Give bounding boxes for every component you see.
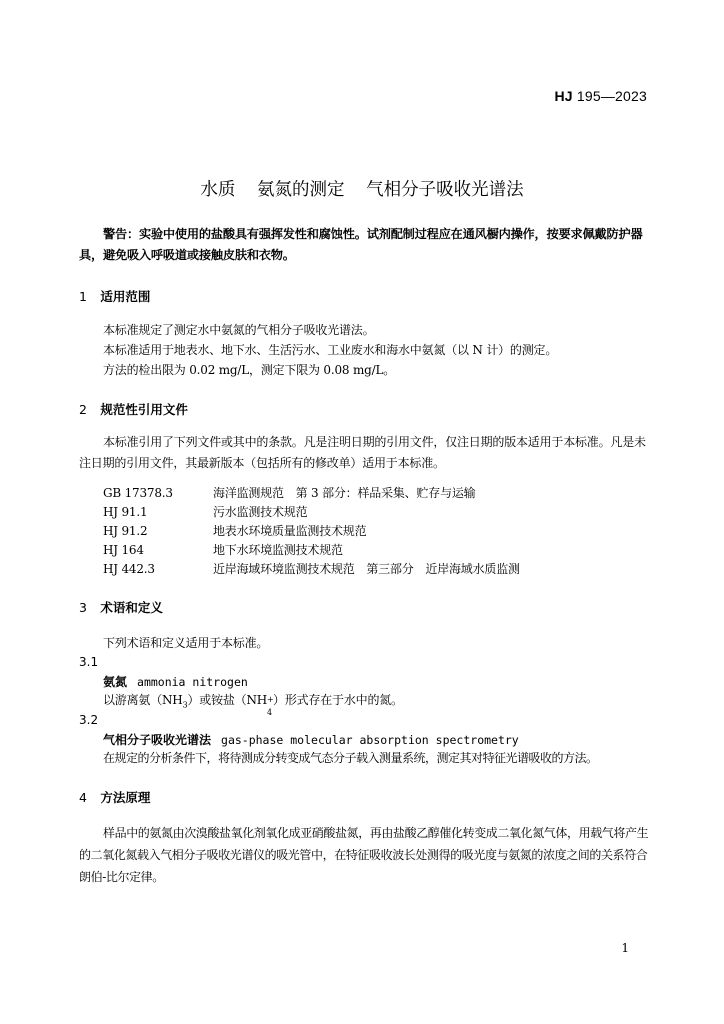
- reference-row: [103, 484, 475, 501]
- section-2-heading: [79, 400, 188, 418]
- reference-name: 海洋监测规范 第 3 部分：样品采集、贮存与运输: [213, 486, 476, 500]
- term-3-2-name: [103, 731, 519, 748]
- term-3-1-definition: [103, 691, 403, 717]
- title-part-1: 水质: [200, 180, 236, 200]
- section-2-intro: 本标准引用了下列文件或其中的条款。凡是注明日期的引用文件，仅注日期的版本适用于本标准。凡是未注日期的引用文件，其最新版本（包括所有的修改单）适用于本标准。: [79, 435, 646, 470]
- reference-row: [103, 503, 307, 520]
- section-1-para-2: 本标准适用于地表水、地下水、生活污水、工业废水和海水中氨氮（以 N 计）的测定。: [103, 343, 558, 357]
- section-3-heading: [79, 598, 163, 616]
- document-title: [0, 176, 724, 201]
- reference-row: [103, 560, 520, 577]
- standard-number: 195—2023: [576, 88, 647, 104]
- section-4-para: 样品中的氨氮由次溴酸盐氧化剂氧化成亚硝酸盐氮，再由盐酸乙醇催化转变成二氧化氮气体，用载气将产生的二氧化氮载入气相分子吸收光谱仪的吸光管中，在特征吸收波长处测得的吸光度与氨氮的浓度之间的关系符合朗伯-比尔定律。: [79, 826, 649, 884]
- reference-code: HJ 91.1: [103, 505, 148, 519]
- title-part-3: 气相分子吸收光谱法: [366, 180, 524, 200]
- section-1-title: 适用范围: [100, 289, 151, 304]
- reference-code: HJ 442.3: [103, 562, 155, 576]
- term-3-1-name: [103, 673, 248, 690]
- section-4-heading: [79, 788, 150, 806]
- section-4-number: 4: [79, 790, 87, 805]
- section-4-title: 方法原理: [100, 790, 151, 805]
- reference-name: 地下水环境监测技术规范: [213, 543, 343, 557]
- section-1-heading: [79, 287, 150, 305]
- section-1-para-1: 本标准规定了测定水中氨氮的气相分子吸收光谱法。: [103, 323, 375, 337]
- reference-name: 地表水环境质量监测技术规范: [213, 524, 367, 538]
- section-3-intro: 下列术语和定义适用于本标准。: [103, 636, 269, 650]
- term-3-2-number: 3.2: [79, 713, 99, 727]
- subscript: 3: [182, 700, 188, 710]
- term-3-2-zh: 气相分子吸收光谱法: [103, 733, 212, 747]
- term-3-1-number: 3.1: [79, 655, 99, 669]
- section-2-number: 2: [79, 402, 87, 417]
- section-3-number: 3: [79, 600, 87, 615]
- page-number: 1: [621, 941, 629, 955]
- section-3-title: 术语和定义: [100, 600, 163, 615]
- standard-prefix: HJ: [554, 88, 573, 104]
- section-2-title: 规范性引用文件: [100, 402, 188, 417]
- reference-code: GB 17378.3: [103, 486, 173, 500]
- definition-text: ）或铵盐（NH: [187, 693, 268, 707]
- reference-name: 近岸海域环境监测技术规范 第三部分 近岸海域水质监测: [213, 562, 520, 576]
- standard-code: [555, 88, 648, 104]
- section-1-para-3: 方法的检出限为 0.02 mg/L，测定下限为 0.08 mg/L。: [103, 363, 396, 377]
- term-3-2-definition: 在规定的分析条件下，将待测成分转变成气态分子载入测量系统，测定其对特征光谱吸收的方法。: [103, 751, 598, 765]
- term-3-1-en: ammonia nitrogen: [137, 675, 248, 689]
- reference-row: [103, 522, 366, 539]
- term-3-1-zh: 氨氮: [103, 675, 128, 689]
- subscript: 4: [267, 708, 272, 717]
- reference-row: [103, 541, 343, 558]
- title-part-2: 氨氮的测定: [257, 180, 345, 200]
- warning-paragraph: 警告：实验中使用的盐酸具有强挥发性和腐蚀性。试剂配制过程应在通风橱内操作，按要求佩戴防护器具，避免吸入呼吸道或接触皮肤和衣物。: [79, 227, 643, 262]
- definition-text: ）形式存在于水中的氮。: [273, 693, 403, 707]
- reference-code: HJ 164: [103, 543, 144, 557]
- reference-code: HJ 91.2: [103, 524, 148, 538]
- reference-name: 污水监测技术规范: [213, 505, 308, 519]
- superscript: +: [267, 695, 274, 704]
- section-1-number: 1: [79, 289, 87, 304]
- definition-text: 以游离氨（NH: [103, 693, 183, 707]
- term-3-2-en: gas-phase molecular absorption spectrometry: [221, 733, 519, 747]
